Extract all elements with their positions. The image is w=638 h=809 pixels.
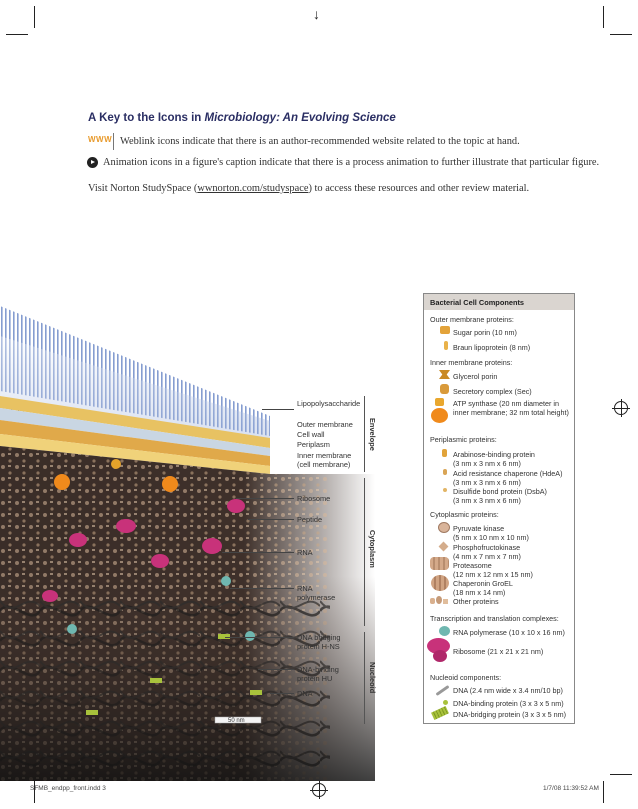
legend-proteasome: Proteasome (12 nm x 12 nm x 15 nm)	[453, 561, 533, 579]
braun-lipoprotein-icon	[444, 341, 448, 350]
section-nucleoid: Nucleoid	[368, 662, 377, 694]
animation-icon	[87, 157, 98, 168]
heading-transcription-translation: Transcription and translation complexes:	[430, 614, 559, 623]
leader-line	[230, 588, 294, 589]
sugar-porin-icon	[440, 326, 450, 334]
legend-pyruvate: Pyruvate kinase (5 nm x 10 nm x 10 nm)	[453, 524, 529, 542]
scale-bar-label: 50 nm	[228, 718, 245, 724]
crop-mark	[603, 6, 604, 28]
legend-dna-binding: DNA-binding protein (3 x 3 x 5 nm)	[453, 699, 564, 708]
leader-line	[248, 519, 294, 520]
legend-braun: Braun lipoprotein (8 nm)	[453, 343, 531, 352]
label-hu: DNA-binding protein HU	[297, 665, 339, 683]
dsba-icon	[443, 488, 447, 492]
weblink-badge: WWW	[88, 135, 113, 144]
label-dna: DNA	[297, 689, 313, 698]
label-hns: DNA bridging protein H-NS	[297, 633, 341, 651]
weblink-text: Weblink icons indicate that there is an author-recommended website related to the topic at hand.	[120, 136, 520, 147]
secretory-complex-icon	[440, 384, 449, 394]
heading-outer-membrane: Outer membrane proteins:	[430, 315, 514, 324]
key-title: A Key to the Icons in Microbiology: An Evolving Science	[88, 112, 396, 124]
legend-dna: DNA (2.4 nm wide x 3.4 nm/10 bp)	[453, 686, 563, 695]
timestamp-slug: 1/7/08 11:39:52 AM	[543, 785, 599, 792]
dna-binding-protein-icon	[443, 700, 448, 705]
leader-line	[222, 552, 294, 553]
leader-line	[262, 409, 294, 410]
legend-dna-bridging: DNA-bridging protein (3 x 3 x 5 nm)	[453, 710, 567, 719]
legend-groel: Chaperonin GroEL (18 nm x 14 nm)	[453, 579, 513, 597]
heading-inner-membrane: Inner membrane proteins:	[430, 358, 513, 367]
label-rna: RNA	[297, 548, 313, 557]
legend-acid-chaperone: Acid resistance chaperone (HdeA) (3 nm x 3 nm x 6 nm)	[453, 469, 563, 487]
acid-chaperone-icon	[443, 469, 447, 475]
heading-cytoplasmic: Cytoplasmic proteins:	[430, 510, 499, 519]
crop-mark	[610, 34, 632, 35]
down-arrow-mark: ↓	[313, 6, 320, 22]
envelope-bracket	[364, 396, 365, 472]
bacterial-cell-illustration	[0, 296, 375, 781]
cytoplasm-bracket	[364, 478, 365, 626]
arabinose-protein-icon	[442, 449, 447, 457]
ribosome-icon	[427, 638, 450, 663]
heading-periplasmic: Periplasmic proteins:	[430, 435, 497, 444]
crop-mark	[603, 781, 604, 803]
atp-synthase-icon	[431, 398, 448, 424]
label-cell-wall: Cell wall	[297, 430, 325, 439]
leader-line	[236, 498, 294, 499]
legend-secretory: Secretory complex (Sec)	[453, 387, 532, 396]
section-cytoplasm: Cytoplasm	[368, 530, 377, 568]
legend-ribosome: Ribosome (21 x 21 x 21 nm)	[453, 647, 544, 656]
groel-icon	[431, 575, 449, 591]
registration-mark	[312, 783, 326, 797]
pyruvate-kinase-icon	[438, 522, 450, 533]
legend-arabinose: Arabinose-binding protein (3 nm x 3 nm x 6 nm)	[453, 450, 535, 468]
legend-glycerol: Glycerol porin	[453, 372, 498, 381]
file-slug: SFMB_endpp_front.indd 3	[30, 785, 106, 792]
label-outer-membrane: Outer membrane	[297, 420, 353, 429]
other-proteins-icon	[430, 596, 448, 605]
legend-rna-polymerase: RNA polymerase (10 x 10 x 16 nm)	[453, 628, 565, 637]
legend-dsba: Disulfide bond protein (DsbA) (3 nm x 3 nm x 6 nm)	[453, 487, 547, 505]
legend-atp-synthase: ATP synthase (20 nm diameter in inner membrane; 32 nm total height)	[453, 399, 569, 417]
nucleoid-bracket	[364, 632, 365, 724]
legend-sugar-porin: Sugar porin (10 nm)	[453, 328, 517, 337]
legend-other-proteins: Other proteins	[453, 597, 499, 606]
studyspace-text: Visit Norton StudySpace (wwnorton.com/studyspace) to access these resources and other review material.	[88, 183, 530, 194]
proteasome-icon	[430, 557, 449, 570]
label-lipopolysaccharide: Lipopolysaccharide	[297, 399, 361, 408]
crop-mark	[34, 6, 35, 28]
section-envelope: Envelope	[368, 418, 377, 451]
registration-mark	[614, 401, 628, 415]
crop-mark	[6, 34, 28, 35]
label-periplasm: Periplasm	[297, 440, 330, 449]
leader-line	[258, 669, 294, 670]
animation-text: Animation icons in a figure's caption indicate that there is a process animation to further illustrate that particular figure.	[103, 157, 600, 168]
crop-mark	[610, 774, 632, 775]
label-rna-polymerase: RNA polymerase	[297, 584, 336, 602]
heading-nucleoid: Nucleoid components:	[430, 673, 502, 682]
label-inner-membrane: Inner membrane (cell membrane)	[297, 451, 352, 469]
leader-line	[225, 637, 294, 638]
legend-title: Bacterial Cell Components	[430, 298, 525, 307]
label-peptide: Peptide	[297, 515, 323, 524]
legend-pfk: Phosphofructokinase (4 nm x 7 nm x 7 nm)	[453, 543, 521, 561]
leader-line	[270, 693, 294, 694]
rna-polymerase-icon	[439, 626, 450, 636]
cell-cross-section-art	[0, 296, 375, 781]
studyspace-link[interactable]: wwnorton.com/studyspace	[197, 183, 309, 194]
label-ribosome: Ribosome	[297, 494, 331, 503]
